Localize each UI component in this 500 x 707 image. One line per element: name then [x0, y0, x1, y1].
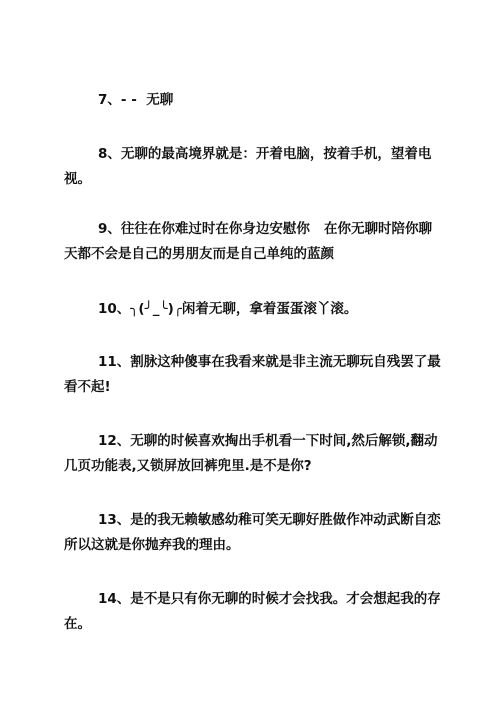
- list-item-14: 14、是不是只有你无聊的时候才会找我。才会想起我的存在。: [64, 591, 441, 632]
- list-item-7: 7、- - 无聊: [98, 92, 174, 108]
- list-item-12: 12、无聊的时候喜欢掏出手机看一下时间,然后解锁,翻动几页功能表,又锁屏放回裤兜里.是不是你?: [64, 433, 438, 474]
- list-item-8: 8、无聊的最高境界就是：开着电脑，按着手机，望着电视。: [64, 146, 432, 187]
- list-item-11: 11、割脉这种傻事在我看来就是非主流无聊玩自残罢了最看不起!: [64, 354, 441, 395]
- list-item-13: 13、是的我无赖敏感幼稚可笑无聊好胜做作冲动武断自恋所以这就是你抛弃我的理由。: [64, 512, 441, 553]
- list-item-9: 9、往往在你难过时在你身边安慰你 在你无聊时陪你聊天都不会是自己的男朋友而是自己单纯的蓝颜: [64, 221, 432, 262]
- list-item-10: 10、╮(╯_╰)╭闲着无聊，拿着蛋蛋滚丫滚。: [98, 301, 358, 317]
